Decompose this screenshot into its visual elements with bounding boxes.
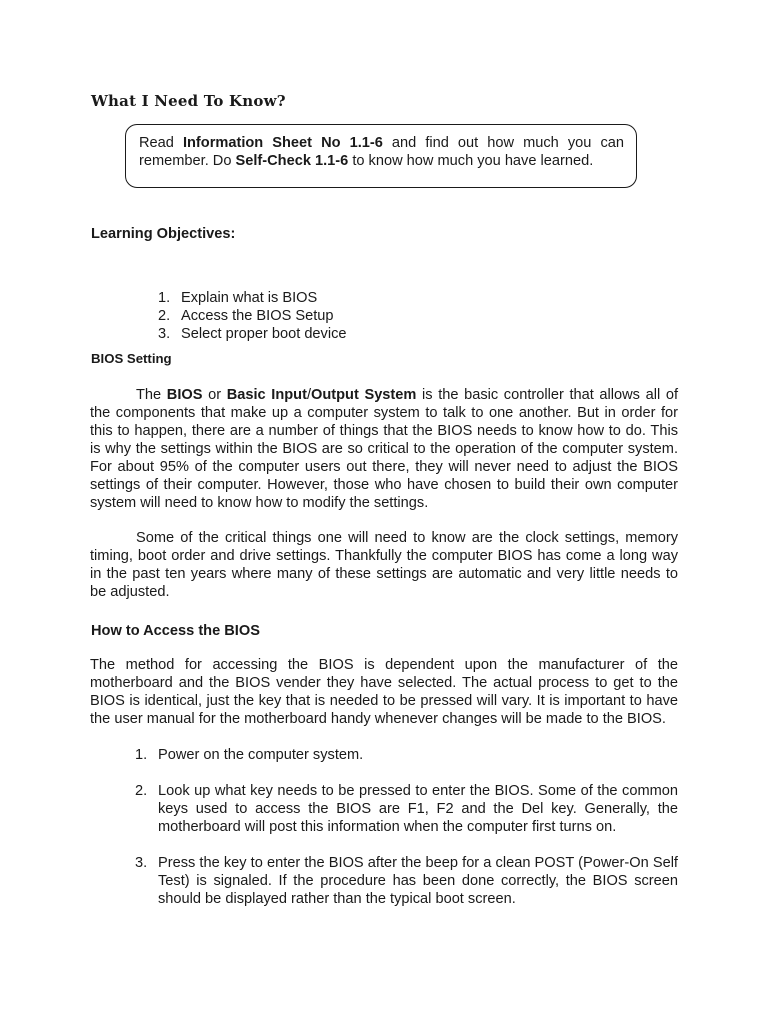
list-item-number: 2.	[158, 308, 171, 324]
instruction-text-part: to know how much you have learned.	[348, 153, 594, 169]
self-check-reference: Self-Check 1.1-6	[235, 153, 349, 169]
access-bios-paragraph: The method for accessing the BIOS is dependent upon the manufacturer of the motherboard and the BIOS vender they have selected. The actual process to get to the BIOS is identical, just the key that is needed to be pressed will vary. It is important to have the user manual for the motherboard handy whenever changes will be made to the BIOS.	[90, 657, 678, 727]
learning-objectives-list	[158, 289, 347, 343]
paragraph-text-part: is the basic controller that allows all of the components that make up a computer system to talk to one another. But in order for this to happen, there are a number of things that the BIOS needs to know how to do. This is why the settings within the BIOS are so critical to the operation of the computer system. For about 95% of the computer users out there, they will never need to adjust the BIOS settings of their computer. However, those who have chosen to build their own computer system will need to know how to modify the settings.	[90, 387, 679, 511]
list-item-number: 1.	[135, 747, 148, 763]
basic-input-term: Basic Input	[226, 387, 307, 403]
list-item	[158, 307, 347, 325]
information-sheet-reference: Information Sheet No 1.1-6	[182, 135, 383, 151]
bios-term: BIOS	[166, 387, 203, 403]
paragraph-text-part: /	[306, 387, 312, 403]
access-bios-title: How to Access the BIOS	[91, 623, 260, 639]
list-item-number: 2.	[135, 783, 148, 799]
list-item-text: Select proper boot device	[181, 326, 347, 342]
paragraph-text-part: The	[136, 387, 167, 403]
list-item-text: Press the key to enter the BIOS after the beep for a clean POST (Power-On Self Test) is signaled. If the procedure has been done correctly, the BIOS screen should be displayed rather than the typical boot screen.	[158, 855, 678, 907]
instruction-box	[125, 124, 637, 188]
output-system-term: Output System	[311, 387, 417, 403]
instruction-text-part: and find out how much you can remember. Do	[139, 135, 624, 169]
list-item-text: Explain what is BIOS	[181, 290, 318, 306]
bios-setting-title: BIOS Setting	[91, 351, 172, 366]
list-item-number: 1.	[158, 290, 171, 306]
learning-objectives-title: Learning Objectives:	[91, 226, 236, 242]
list-item	[135, 782, 678, 836]
list-item	[135, 746, 678, 764]
list-item	[135, 854, 678, 908]
list-item-text: Power on the computer system.	[158, 747, 364, 763]
list-item	[158, 325, 347, 343]
instruction-text-part: Read	[139, 135, 183, 151]
list-item	[158, 289, 347, 307]
section-heading: What I Need To Know?	[91, 92, 286, 110]
paragraph-text-part: or	[202, 387, 227, 403]
list-item-text: Look up what key needs to be pressed to enter the BIOS. Some of the common keys used to access the BIOS are F1, F2 and the Del key. Generally, the motherboard will post this information when the computer first turns on.	[158, 783, 678, 835]
bios-setting-paragraph-1	[90, 386, 678, 512]
list-item-number: 3.	[135, 855, 148, 871]
list-item-number: 3.	[158, 326, 171, 342]
access-steps-list	[135, 746, 678, 926]
bios-setting-paragraph-2: Some of the critical things one will need to know are the clock settings, memory timing, boot order and drive settings. Thankfully the computer BIOS has come a long way in the past ten years where many of these settings are automatic and very little needs to be adjusted.	[90, 530, 678, 600]
instruction-text	[139, 134, 624, 170]
list-item-text: Access the BIOS Setup	[181, 308, 334, 324]
